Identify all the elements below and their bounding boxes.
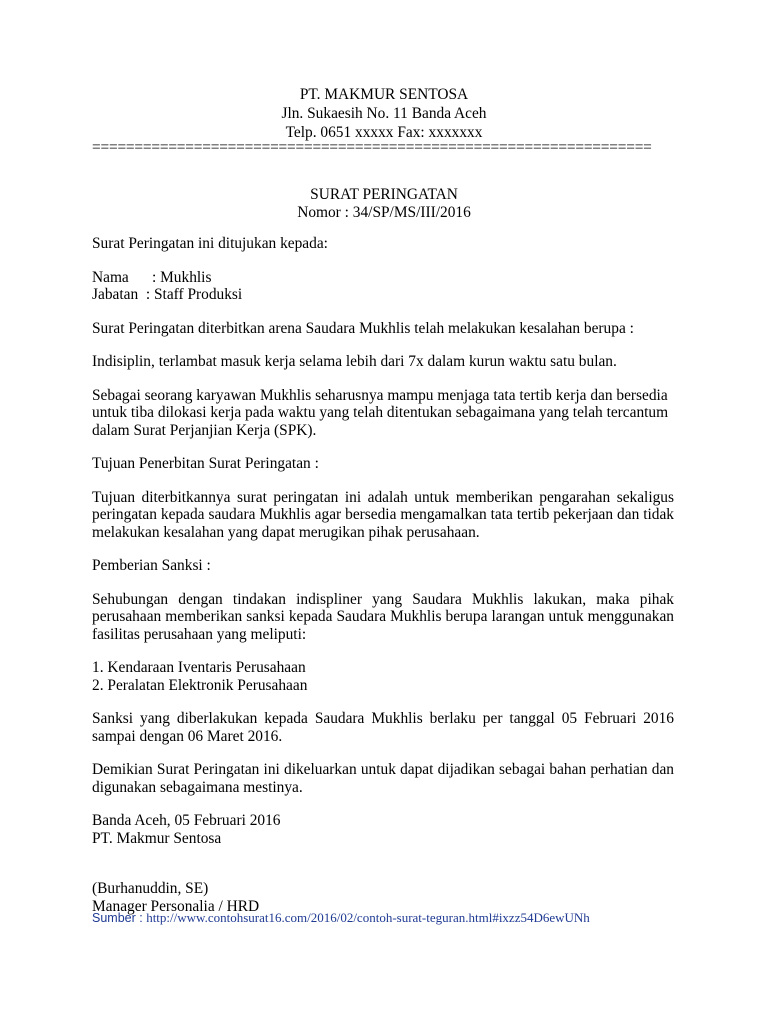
letter-title (0, 186, 768, 222)
closing-text: Demikian Surat Peringatan ini dikeluarkan untuk dapat dijadikan sebagai bahan perhatian dan digunakan sebagaimana mestinya. (92, 761, 674, 796)
source-line (92, 909, 590, 928)
recipient-position-row (92, 286, 674, 304)
position-label: Jabatan (92, 286, 139, 303)
sanction-item: 1. Kendaraan Iventaris Perusahaan (92, 659, 306, 676)
company-contact: Telp. 0651 xxxxx Fax: xxxxxxx (285, 124, 483, 141)
signer-name: (Burhanuddin, SE) (92, 880, 209, 897)
company-name: PT. MAKMUR SENTOSA (299, 86, 469, 103)
obligation-line: Sebagai seorang karyawan Mukhlis seharusnya mampu menjaga tata tertib kerja dan bersedia (92, 386, 668, 404)
name-label: Nama (92, 268, 129, 286)
recipient-name-row (92, 269, 674, 287)
place-date: Banda Aceh, 05 Februari 2016 (92, 812, 281, 829)
obligation-line: untuk tiba dilokasi kerja pada waktu yang telah ditentukan sebagaimana yang telah tercantum (92, 404, 669, 421)
letter-number: Nomor : 34/SP/MS/III/2016 (297, 204, 471, 221)
reason-text: Indisiplin, terlambat masuk kerja selama lebih dari 7x dalam kurun waktu satu bulan. (92, 353, 617, 370)
signer-role: Manager Personalia / HRD (92, 897, 260, 915)
sanction-list (92, 659, 674, 694)
intro-text: Surat Peringatan ini ditujukan kepada: (92, 235, 328, 252)
reason-intro: Surat Peringatan diterbitkan arena Saudara Mukhlis telah melakukan kesalahan berupa : (92, 319, 634, 337)
signature-block (92, 812, 674, 847)
recipient-details (92, 269, 674, 304)
source-label: Sumber : (92, 911, 147, 925)
purpose-heading: Tujuan Penerbitan Surat Peringatan : (92, 455, 319, 472)
letterhead (0, 86, 768, 143)
purpose-text: Tujuan diterbitkannya surat peringatan ini adalah untuk memberikan pengarahan sekaligus peringatan kepada saudara Mukhlis agar bersedia mengamalkan tata tertib pekerjaan dan tidak melakukan kesalahan yang dapat merugikan pihak perusahaan. (92, 488, 674, 541)
signature-company: PT. Makmur Sentosa (92, 829, 222, 847)
source-link[interactable]: http://www.contohsurat16.com/2016/02/contoh-surat-teguran.html#ixzz54D6ewUNh (146, 910, 590, 925)
company-address: Jln. Sukaesih No. 11 Banda Aceh (281, 105, 487, 122)
letter-heading: SURAT PERINGATAN (310, 186, 458, 203)
sanction-heading: Pemberian Sanksi : (92, 557, 211, 574)
name-value: : Mukhlis (152, 268, 212, 286)
effective-text: Sanksi yang diberlakukan kepada Saudara Mukhlis berlaku per tanggal 05 Februari 2016 sampai dengan 06 Maret 2016. (92, 710, 674, 745)
letter-body (92, 235, 674, 931)
position-value: : Staff Produksi (145, 286, 243, 303)
sanction-item: 2. Peralatan Elektronik Perusahaan (92, 676, 308, 694)
obligation-paragraph (92, 387, 674, 440)
signature-space (92, 847, 674, 880)
sanction-text: Sehubungan dengan tindakan indispliner yang Saudara Mukhlis lakukan, maka pihak perusahaan memberikan sanksi kepada Saudara Mukhlis berupa larangan untuk menggunakan fasilitas perusahaan yang meliputi: (92, 590, 674, 643)
header-divider: ================================================================== (92, 139, 652, 156)
obligation-line: dalam Surat Perjanjian Kerja (SPK). (92, 421, 317, 439)
